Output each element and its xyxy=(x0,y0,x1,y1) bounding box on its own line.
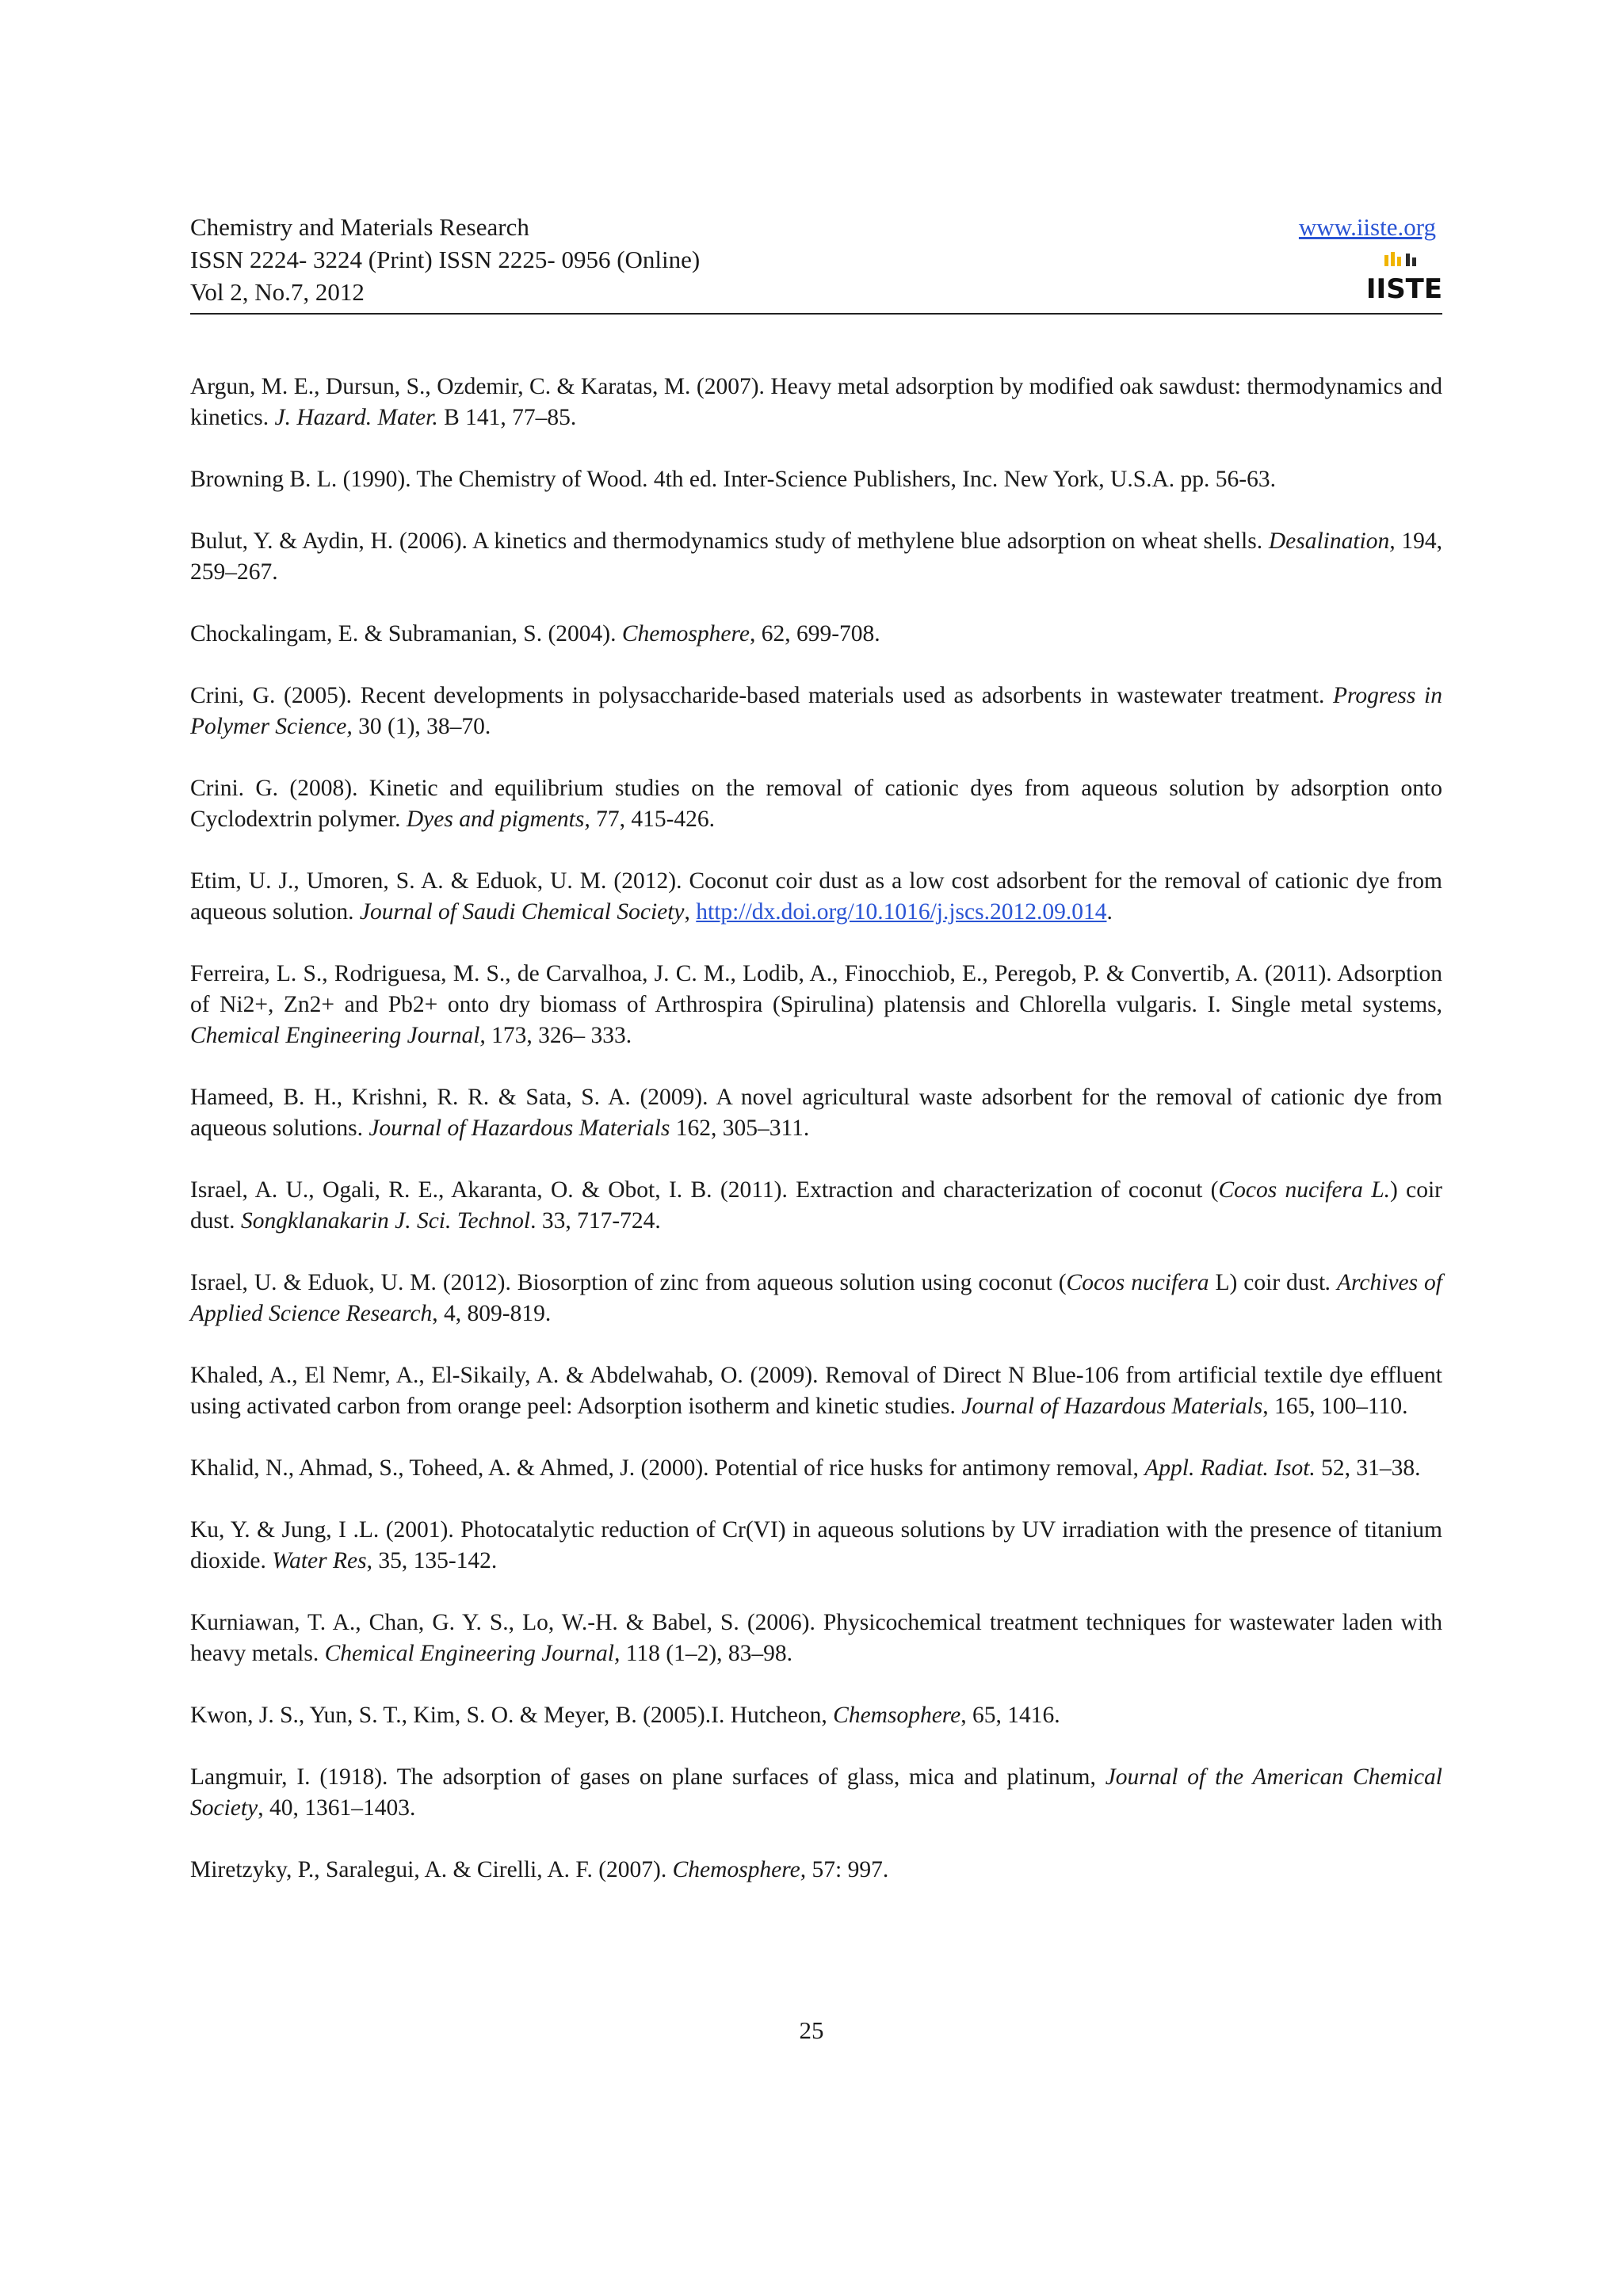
reference-pre: Etim, U. J., Umoren, S. A. & Eduok, U. M. (2012). Coconut coir dust as a low cost adsorbent for the removal of cationic dye from aqueous solution. xyxy=(190,868,1442,925)
reference-pre: Ku, Y. & Jung, I .L. (2001). Photocatalytic reduction of Cr(VI) in aqueous solutions by UV irradiation with the presence of titanium dioxide. xyxy=(190,1517,1442,1573)
reference-italic: Chemical Engineering Journal, xyxy=(190,1023,486,1048)
volume-line: Vol 2, No.7, 2012 xyxy=(190,278,365,306)
reference-italic: Journal of Hazardous Materials xyxy=(369,1116,670,1141)
reference-entry xyxy=(190,1608,1442,1669)
reference-pre: Kwon, J. S., Yun, S. T., Kim, S. O. & Meyer, B. (2005).I. Hutcheon, xyxy=(190,1703,834,1728)
reference-pre: Crini. G. (2008). Kinetic and equilibrium studies on the removal of cationic dyes from aqueous solution by adsorption onto Cyclodextrin polymer. xyxy=(190,776,1442,832)
reference-italic: Journal of Saudi Chemical Society xyxy=(359,899,685,925)
reference-italic: Chemical Engineering Journal, xyxy=(324,1641,621,1666)
reference-post: , 165, 100–110. xyxy=(1262,1394,1408,1419)
website-link[interactable]: www.iiste.org xyxy=(1298,213,1436,241)
reference-entry xyxy=(190,866,1442,928)
reference-pre: Israel, U. & Eduok, U. M. (2012). Biosorption of zinc from aqueous solution using coconut ( xyxy=(190,1270,1067,1295)
reference-entry xyxy=(190,681,1442,742)
reference-italic: Chemosphere xyxy=(621,621,750,646)
reference-entry xyxy=(190,959,1442,1051)
reference-italic: Chemsophere xyxy=(833,1703,961,1728)
issn-line: ISSN 2224- 3224 (Print) ISSN 2225- 0956 (Online) xyxy=(190,246,701,273)
reference-post: 77, 415-426. xyxy=(590,807,716,832)
reference-entry xyxy=(190,1268,1442,1329)
reference-list xyxy=(190,372,1442,1917)
reference-italic2: . Archives of Applied Science Research xyxy=(190,1270,1442,1326)
reference-entry xyxy=(190,526,1442,588)
logo-text: IISTE xyxy=(1365,273,1443,305)
reference-pre: Hameed, B. H., Krishni, R. R. & Sata, S. A. (2009). A novel agricultural waste adsorbent for the removal of cationic dye from aqueous solutions. xyxy=(190,1085,1442,1141)
reference-italic: Desalination, xyxy=(1268,528,1396,554)
reference-post: , xyxy=(684,899,697,925)
journal-header xyxy=(190,211,1442,315)
reference-pre: Langmuir, I. (1918). The adsorption of gases on plane surfaces of glass, mica and platinum, xyxy=(190,1764,1106,1790)
reference-post: 30 (1), 38–70. xyxy=(352,714,491,739)
reference-entry xyxy=(190,372,1442,433)
reference-post: L) coir dust xyxy=(1209,1270,1326,1295)
reference-link[interactable]: http://dx.doi.org/10.1016/j.jscs.2012.09.014 xyxy=(696,899,1107,925)
reference-entry xyxy=(190,1453,1442,1484)
reference-italic: Cocos nucifera xyxy=(1066,1270,1209,1295)
reference-post: 57: 997. xyxy=(806,1857,889,1882)
reference-pre: Crini, G. (2005). Recent developments in polysaccharide-based materials used as adsorbents in wastewater treatment. xyxy=(190,683,1334,708)
reference-pre: Israel, A. U., Ogali, R. E., Akaranta, O. & Obot, I. B. (2011). Extraction and characterization of coconut ( xyxy=(190,1177,1219,1203)
reference-pre: Miretzyky, P., Saralegui, A. & Cirelli, A. F. (2007). xyxy=(190,1857,673,1882)
reference-italic: Chemosphere, xyxy=(672,1857,807,1882)
reference-pre: Argun, M. E., Dursun, S., Ozdemir, C. & Karatas, M. (2007). Heavy metal adsorption by modified oak sawdust: thermodynamics and kinetics. xyxy=(190,374,1442,430)
reference-italic: J. Hazard. Mater. xyxy=(274,405,438,430)
reference-pre: Browning B. L. (1990). The Chemistry of Wood. 4th ed. Inter-Science Publishers, Inc. New York, U.S.A. pp. 56-63. xyxy=(190,467,1277,492)
reference-entry xyxy=(190,773,1442,835)
reference-italic: Progress in Polymer Science, xyxy=(190,683,1442,739)
reference-entry xyxy=(190,1700,1442,1731)
reference-entry xyxy=(190,464,1442,495)
reference-after-link: . xyxy=(1106,899,1113,925)
reference-pre: Bulut, Y. & Aydin, H. (2006). A kinetics and thermodynamics study of methylene blue adsorption on wheat shells. xyxy=(190,528,1269,554)
reference-pre: Khaled, A., El Nemr, A., El-Sikaily, A. & Abdelwahab, O. (2009). Removal of Direct N Blue-106 from artificial textile dye effluent using activated carbon from orange peel: Adsorption isotherm and kinetic studies. xyxy=(190,1363,1442,1419)
reference-italic: Appl. Radiat. Isot. xyxy=(1144,1455,1316,1481)
reference-italic: Cocos nucifera L. xyxy=(1218,1177,1390,1203)
reference-italic: Dyes and pigments, xyxy=(406,807,590,832)
reference-entry xyxy=(190,1175,1442,1237)
reference-post: ) coir dust. xyxy=(190,1177,1443,1234)
reference-post: 162, 305–311. xyxy=(670,1116,810,1141)
reference-italic: Water Res xyxy=(272,1548,367,1573)
reference-entry xyxy=(190,1360,1442,1422)
reference-italic2: Songklanakarin J. Sci. Technol xyxy=(240,1208,531,1234)
reference-pre: Chockalingam, E. & Subramanian, S. (2004). xyxy=(190,621,622,646)
reference-post2: . 33, 717-724. xyxy=(530,1208,661,1234)
page-number: 25 xyxy=(799,2016,824,2044)
reference-pre: Khalid, N., Ahmad, S., Toheed, A. & Ahmed, J. (2000). Potential of rice husks for antimony removal, xyxy=(190,1455,1145,1481)
reference-entry xyxy=(190,1762,1442,1824)
reference-italic: Journal of the American Chemical Society xyxy=(190,1764,1442,1821)
journal-title: Chemistry and Materials Research xyxy=(190,213,529,241)
reference-pre: Kurniawan, T. A., Chan, G. Y. S., Lo, W.-H. & Babel, S. (2006). Physicochemical treatment techniques for wastewater laden with heavy metals. xyxy=(190,1610,1442,1666)
reference-entry xyxy=(190,1515,1442,1577)
reference-post: 173, 326– 333. xyxy=(485,1023,632,1048)
reference-post: , 40, 1361–1403. xyxy=(258,1795,416,1821)
reference-post: , 65, 1416. xyxy=(960,1703,1060,1728)
reference-post: B 141, 77–85. xyxy=(437,405,577,430)
reference-italic: Journal of Hazardous Materials xyxy=(961,1394,1263,1419)
reference-post: 118 (1–2), 83–98. xyxy=(620,1641,793,1666)
reference-post2: , 4, 809-819. xyxy=(432,1301,552,1326)
reference-post: 52, 31–38. xyxy=(1315,1455,1421,1481)
reference-post: , 35, 135-142. xyxy=(366,1548,498,1573)
reference-pre: Ferreira, L. S., Rodriguesa, M. S., de Carvalhoa, J. C. M., Lodib, A., Finocchiob, E., Peregob, P. & Convertib, A. (2011). Adsorption of Ni2+, Zn2+ and Pb2+ onto dry biomass of Arthrospira (Spirulina) platensis and Chlorella vulgaris. I. Single metal systems, xyxy=(190,961,1442,1017)
reference-entry xyxy=(190,1855,1442,1886)
iiste-logo xyxy=(1365,250,1443,307)
reference-entry xyxy=(190,1082,1442,1144)
reference-post: , 62, 699-708. xyxy=(749,621,880,646)
reference-post: 194, 259–267. xyxy=(190,528,1442,585)
reference-entry xyxy=(190,619,1442,650)
